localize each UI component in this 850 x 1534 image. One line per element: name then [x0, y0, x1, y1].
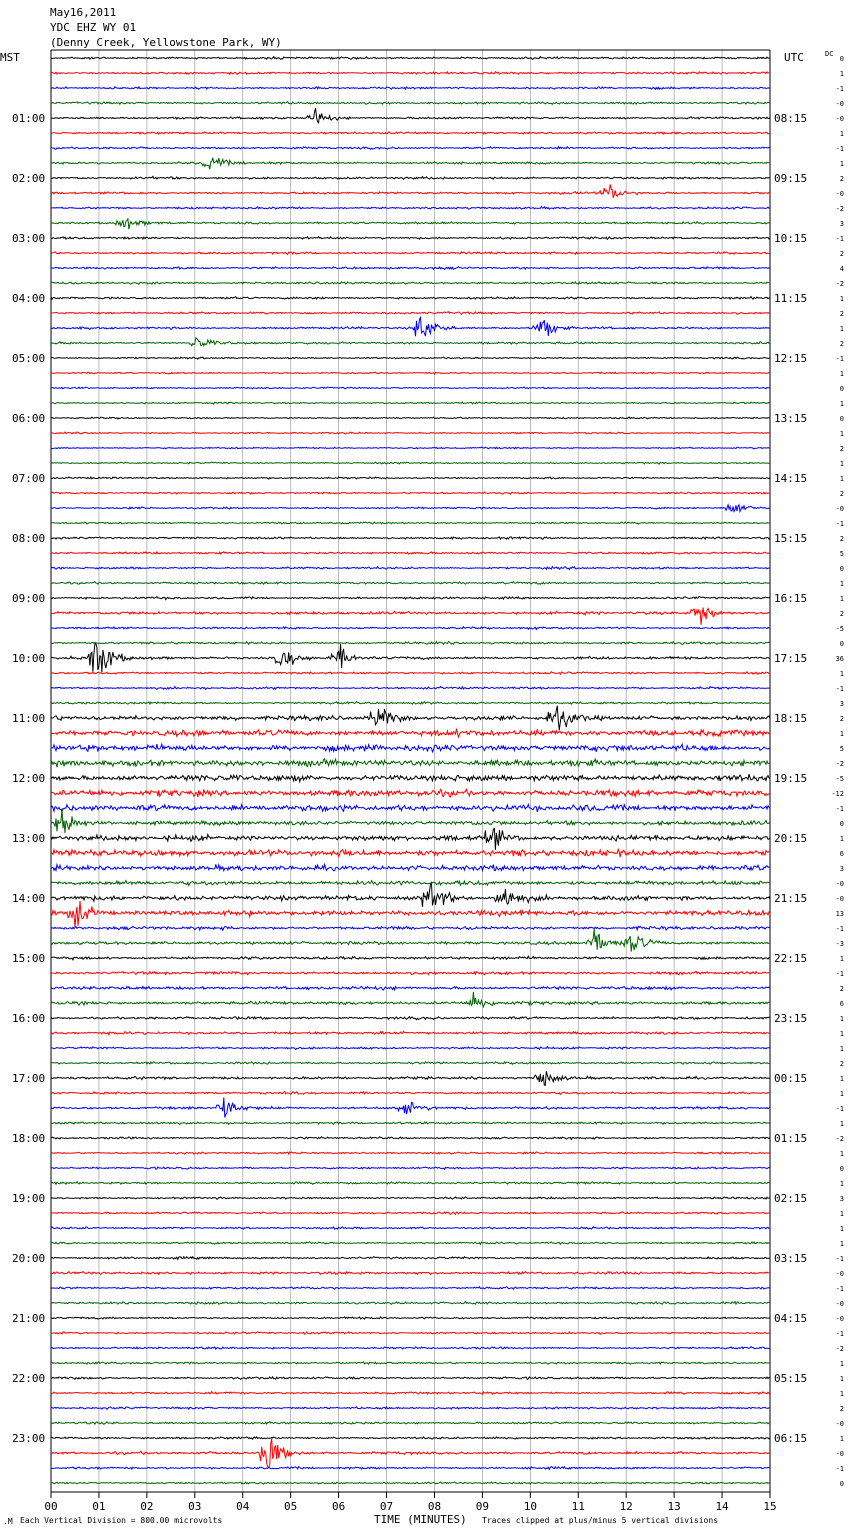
utc-hour-label: 17:15: [774, 652, 808, 665]
seismic-trace: [51, 672, 770, 675]
seismic-trace: [51, 644, 770, 673]
utc-hour-label: 02:15: [774, 1192, 808, 1205]
utc-axis-label: UTC: [784, 51, 804, 64]
dc-offset-value: -1: [835, 520, 844, 528]
dc-offset-value: 2: [839, 445, 844, 453]
dc-offset-value: -0: [835, 1315, 844, 1323]
dc-offset-value: 1: [839, 1045, 844, 1053]
dc-offset-value: 1: [839, 1375, 844, 1383]
seismic-trace: [51, 1362, 770, 1364]
mst-hour-label: 10:00: [12, 652, 46, 665]
mst-hour-label: 20:00: [12, 1252, 46, 1265]
seismic-trace: [51, 1272, 770, 1275]
seismic-trace: [51, 402, 770, 404]
dc-offset-value: 1: [839, 160, 844, 168]
utc-hour-label: 05:15: [774, 1372, 808, 1385]
dc-offset-value: 2: [839, 250, 844, 258]
seismic-trace: [51, 1302, 770, 1305]
dc-offset-value: 1: [839, 1390, 844, 1398]
utc-hour-label: 12:15: [774, 352, 808, 365]
utc-hour-label: 15:15: [774, 532, 808, 545]
dc-offset-value: -0: [835, 505, 844, 513]
dc-offset-value: 0: [839, 55, 844, 63]
dc-offset-value: -0: [835, 190, 844, 198]
dc-offset-value: -1: [835, 145, 844, 153]
dc-column-label: DC: [825, 50, 834, 58]
seismic-trace: [51, 1098, 770, 1118]
mst-hour-label: 03:00: [12, 232, 46, 245]
seismic-trace: [51, 102, 770, 105]
seismic-trace: [51, 864, 770, 871]
dc-offset-value: 0: [839, 820, 844, 828]
utc-hour-label: 23:15: [774, 1012, 808, 1025]
dc-offset-value: 2: [839, 310, 844, 318]
seismic-trace: [51, 357, 770, 359]
mst-hour-label: 18:00: [12, 1132, 46, 1145]
dc-offset-value: 2: [839, 985, 844, 993]
dc-offset-value: 1: [839, 1210, 844, 1218]
utc-hour-label: 21:15: [774, 892, 808, 905]
seismic-trace: [51, 992, 770, 1007]
seismic-trace: [51, 804, 770, 812]
seismic-trace: [51, 1392, 770, 1395]
dc-offset-value: -12: [831, 790, 844, 798]
seismic-trace: [51, 552, 770, 555]
dc-offset-value: -0: [835, 1420, 844, 1428]
dc-offset-value: -1: [835, 1105, 844, 1113]
dc-offset-value: 2: [839, 340, 844, 348]
seismic-trace: [51, 789, 770, 797]
minute-gridlines: [51, 50, 770, 1492]
x-tick-label: 12: [619, 1500, 633, 1513]
dc-offset-value: 1: [839, 730, 844, 738]
dc-offset-value: -2: [835, 760, 844, 768]
seismic-trace: [51, 147, 770, 150]
dc-offset-value: -5: [835, 625, 844, 633]
dc-offset-value: -1: [835, 925, 844, 933]
x-tick-label: 13: [667, 1500, 681, 1513]
seismic-trace: [51, 1377, 770, 1380]
x-tick-label: 09: [475, 1500, 490, 1513]
dc-offset-value: 4: [839, 265, 844, 273]
seismic-trace: [51, 252, 770, 255]
seismic-trace: [51, 849, 770, 857]
seismic-trace: [51, 1287, 770, 1290]
seismic-trace: [51, 929, 770, 952]
utc-hour-label: 04:15: [774, 1312, 808, 1325]
dc-offset-value: 3: [839, 220, 844, 228]
seismic-trace: [51, 462, 770, 464]
mst-hour-label: 07:00: [12, 472, 46, 485]
dc-offset-value: -2: [835, 1345, 844, 1353]
dc-offset-value: -0: [835, 115, 844, 123]
dc-offset-value: -1: [835, 805, 844, 813]
utc-hour-label: 00:15: [774, 1072, 808, 1085]
x-axis: [44, 1492, 776, 1513]
x-tick-label: 00: [44, 1500, 58, 1513]
seismic-trace: [51, 582, 770, 585]
seismic-trace: [51, 1017, 770, 1020]
dc-offset-value: 1: [839, 1075, 844, 1083]
seismic-trace: [51, 1407, 770, 1410]
dc-offset-value: 1: [839, 1360, 844, 1368]
seismic-trace: [51, 774, 770, 782]
dc-offset-value: 2: [839, 535, 844, 543]
dc-offset-value: 3: [839, 865, 844, 873]
dc-offset-value: 1: [839, 580, 844, 588]
dc-offset-value: 1: [839, 1240, 844, 1248]
seismic-trace: [51, 372, 770, 374]
seismic-trace: [51, 447, 770, 449]
dc-offset-value: 1: [839, 595, 844, 603]
mst-axis-label: MST: [0, 51, 20, 64]
clip-note: Traces clipped at plus/minus 5 vertical divisions: [482, 1516, 719, 1525]
seismic-trace: [51, 1422, 770, 1425]
corner-mark: .M: [3, 1517, 13, 1526]
dc-offset-value: 1: [839, 370, 844, 378]
mst-hour-label: 17:00: [12, 1072, 46, 1085]
seismic-trace: [51, 1137, 770, 1140]
utc-hour-label: 08:15: [774, 112, 808, 125]
utc-hour-label: 06:15: [774, 1432, 808, 1445]
utc-hour-label: 20:15: [774, 832, 808, 845]
utc-hour-label: 18:15: [774, 712, 808, 725]
mst-hour-label: 13:00: [12, 832, 46, 845]
dc-offset-value: -3: [835, 940, 844, 948]
mst-hour-label: 09:00: [12, 592, 46, 605]
mst-hour-label: 15:00: [12, 952, 46, 965]
dc-offset-value: 1: [839, 460, 844, 468]
mst-hour-label: 16:00: [12, 1012, 46, 1025]
dc-offset-value: -0: [835, 1300, 844, 1308]
utc-hour-label: 10:15: [774, 232, 808, 245]
seismic-trace: [51, 642, 770, 645]
x-axis-title: TIME (MINUTES): [374, 1513, 467, 1526]
seismic-trace: [51, 505, 770, 512]
seismic-trace: [51, 57, 770, 60]
dc-offset-value: 1: [839, 1120, 844, 1128]
seismic-trace: [51, 432, 770, 434]
dc-offset-value: 0: [839, 385, 844, 393]
mst-hour-label: 14:00: [12, 892, 46, 905]
dc-offset-value: -1: [835, 1330, 844, 1338]
dc-offset-value: -1: [835, 1285, 844, 1293]
seismic-trace: [51, 1071, 770, 1085]
x-tick-label: 04: [236, 1500, 250, 1513]
seismic-trace: [51, 759, 770, 767]
seismic-trace: [51, 267, 770, 270]
mst-hour-label: 12:00: [12, 772, 46, 785]
seismic-trace: [51, 809, 770, 833]
dc-offset-value: 1: [839, 295, 844, 303]
trace-group: [51, 57, 770, 1485]
utc-hour-label: 11:15: [774, 292, 808, 305]
seismic-trace: [51, 1122, 770, 1124]
station-label: YDC EHZ WY 01: [50, 21, 137, 34]
dc-offset-value: -1: [835, 355, 844, 363]
dc-offset-value: 1: [839, 1180, 844, 1188]
dc-offset-value: 1: [839, 1030, 844, 1038]
dc-offset-value: -1: [835, 685, 844, 693]
utc-hour-label: 16:15: [774, 592, 808, 605]
seismic-trace: [51, 1197, 770, 1199]
mst-hour-label: 04:00: [12, 292, 46, 305]
dc-offset-value: 1: [839, 70, 844, 78]
dc-offset-value: 1: [839, 325, 844, 333]
x-tick-label: 10: [523, 1500, 537, 1513]
utc-hour-label: 22:15: [774, 952, 808, 965]
utc-hour-label: 03:15: [774, 1252, 808, 1265]
dc-offset-value: 0: [839, 415, 844, 423]
mst-hour-label: 08:00: [12, 532, 46, 545]
seismic-trace: [51, 1467, 770, 1470]
seismic-trace: [51, 567, 770, 570]
seismic-trace: [51, 477, 770, 479]
x-tick-label: 01: [92, 1500, 106, 1513]
dc-offset-value: -0: [835, 895, 844, 903]
dc-offset-value: 2: [839, 175, 844, 183]
seismic-trace: [51, 1152, 770, 1154]
dc-offset-value: 0: [839, 565, 844, 573]
seismic-trace: [51, 1062, 770, 1065]
dc-offset-value: 1: [839, 1225, 844, 1233]
dc-offset-value: -1: [835, 1465, 844, 1473]
mst-hour-label: 06:00: [12, 412, 46, 425]
seismic-trace: [51, 1482, 770, 1484]
x-tick-label: 05: [284, 1500, 298, 1513]
seismic-trace: [51, 829, 770, 850]
seismic-trace: [51, 956, 770, 960]
seismic-trace: [51, 297, 770, 300]
dc-offset-value: 6: [839, 1000, 844, 1008]
dc-offset-value: 1: [839, 1435, 844, 1443]
dc-offset-value: 2: [839, 715, 844, 723]
dc-offset-value: 1: [839, 475, 844, 483]
dc-offset-value: 1: [839, 1015, 844, 1023]
seismic-trace: [51, 1332, 770, 1334]
dc-offset-value: -1: [835, 235, 844, 243]
seismic-trace: [51, 926, 770, 930]
seismic-trace: [51, 884, 770, 907]
mst-hour-label: 05:00: [12, 352, 46, 365]
dc-offset-value: 0: [839, 1165, 844, 1173]
mst-hour-label: 01:00: [12, 112, 46, 125]
dc-offset-labels: [831, 55, 844, 1488]
seismic-trace: [51, 207, 770, 210]
mst-hour-label: 02:00: [12, 172, 46, 185]
mst-hour-label: 19:00: [12, 1192, 46, 1205]
seismic-trace: [51, 881, 770, 886]
dc-offset-value: 2: [839, 1405, 844, 1413]
utc-hour-label: 13:15: [774, 412, 808, 425]
dc-offset-value: -1: [835, 970, 844, 978]
vertical-division-note: Each Vertical Division = 800.00 microvolts: [20, 1516, 223, 1525]
dc-offset-value: 3: [839, 700, 844, 708]
seismic-trace: [51, 108, 770, 123]
seismic-trace: [51, 1227, 770, 1229]
seismic-trace: [51, 318, 770, 337]
seismic-trace: [51, 1437, 770, 1439]
dc-offset-value: -0: [835, 1270, 844, 1278]
dc-offset-value: 13: [835, 910, 844, 918]
seismic-trace: [51, 971, 770, 974]
location-label: (Denny Creek, Yellowstone Park, WY): [50, 36, 282, 49]
dc-offset-value: 0: [839, 640, 844, 648]
seismic-trace: [51, 338, 770, 346]
utc-hour-label: 09:15: [774, 172, 808, 185]
seismic-trace: [51, 1092, 770, 1095]
x-tick-label: 06: [331, 1500, 346, 1513]
seismic-trace: [51, 176, 770, 179]
seismic-trace: [51, 537, 770, 540]
seismic-trace: [51, 282, 770, 285]
x-tick-label: 03: [188, 1500, 202, 1513]
dc-offset-value: 1: [839, 430, 844, 438]
seismic-trace: [51, 1317, 770, 1319]
seismic-trace: [51, 184, 770, 197]
seismic-trace: [51, 744, 770, 752]
dc-offset-value: 1: [839, 835, 844, 843]
dc-offset-value: -0: [835, 880, 844, 888]
seismic-trace: [51, 132, 770, 134]
dc-offset-value: 1: [839, 130, 844, 138]
dc-offset-value: 6: [839, 850, 844, 858]
dc-offset-value: -2: [835, 280, 844, 288]
seismic-trace: [51, 901, 770, 927]
seismic-trace: [51, 687, 770, 690]
x-tick-label: 14: [715, 1500, 729, 1513]
seismic-trace: [51, 627, 770, 630]
seismic-trace: [51, 387, 770, 389]
mst-hour-label: 23:00: [12, 1432, 46, 1445]
seismic-trace: [51, 158, 770, 170]
seismic-trace: [51, 219, 770, 230]
dc-offset-value: 1: [839, 1090, 844, 1098]
seismic-trace: [51, 492, 770, 494]
seismic-trace: [51, 597, 770, 600]
date-label: May16,2011: [50, 6, 117, 19]
seismic-trace: [51, 1167, 770, 1169]
dc-offset-value: 2: [839, 490, 844, 498]
dc-offset-value: 1: [839, 955, 844, 963]
dc-offset-value: -1: [835, 1255, 844, 1263]
seismic-trace: [51, 417, 770, 419]
x-tick-label: 15: [763, 1500, 777, 1513]
x-tick-label: 11: [571, 1500, 585, 1513]
dc-offset-value: 1: [839, 400, 844, 408]
utc-hour-label: 14:15: [774, 472, 808, 485]
dc-offset-value: 2: [839, 1060, 844, 1068]
dc-offset-value: 5: [839, 550, 844, 558]
x-tick-label: 08: [427, 1500, 442, 1513]
dc-offset-value: 0: [839, 1480, 844, 1488]
dc-offset-value: 1: [839, 1150, 844, 1158]
seismic-trace: [51, 706, 770, 730]
utc-hour-label: 01:15: [774, 1132, 808, 1145]
seismic-trace: [51, 1182, 770, 1185]
dc-offset-value: -2: [835, 1135, 844, 1143]
seismic-trace: [51, 1439, 770, 1468]
mst-hour-label: 21:00: [12, 1312, 46, 1325]
seismic-trace: [51, 608, 770, 625]
dc-offset-value: -0: [835, 100, 844, 108]
seismic-trace: [51, 87, 770, 90]
dc-offset-value: 36: [835, 655, 844, 663]
dc-offset-value: -5: [835, 775, 844, 783]
seismic-trace: [51, 1212, 770, 1214]
seismic-trace: [51, 1347, 770, 1350]
x-tick-label: 02: [140, 1500, 154, 1513]
seismic-trace: [51, 522, 770, 524]
dc-offset-value: -2: [835, 205, 844, 213]
seismic-trace: [51, 729, 770, 737]
utc-hour-label: 19:15: [774, 772, 808, 785]
dc-offset-value: 2: [839, 610, 844, 618]
dc-offset-value: 5: [839, 745, 844, 753]
seismic-trace: [51, 1257, 770, 1260]
dc-offset-value: 3: [839, 1195, 844, 1203]
dc-offset-value: 1: [839, 670, 844, 678]
seismic-trace: [51, 702, 770, 705]
mst-hour-label: 11:00: [12, 712, 46, 725]
seismic-trace: [51, 1242, 770, 1245]
dc-offset-value: -1: [835, 85, 844, 93]
seismic-trace: [51, 986, 770, 990]
dc-offset-value: -0: [835, 1450, 844, 1458]
mst-hour-label: 22:00: [12, 1372, 46, 1385]
seismic-trace: [51, 237, 770, 240]
seismic-trace: [51, 72, 770, 75]
seismic-trace: [51, 1047, 770, 1050]
x-tick-label: 07: [379, 1500, 394, 1513]
seismic-trace: [51, 1031, 770, 1035]
seismic-trace: [51, 312, 770, 315]
